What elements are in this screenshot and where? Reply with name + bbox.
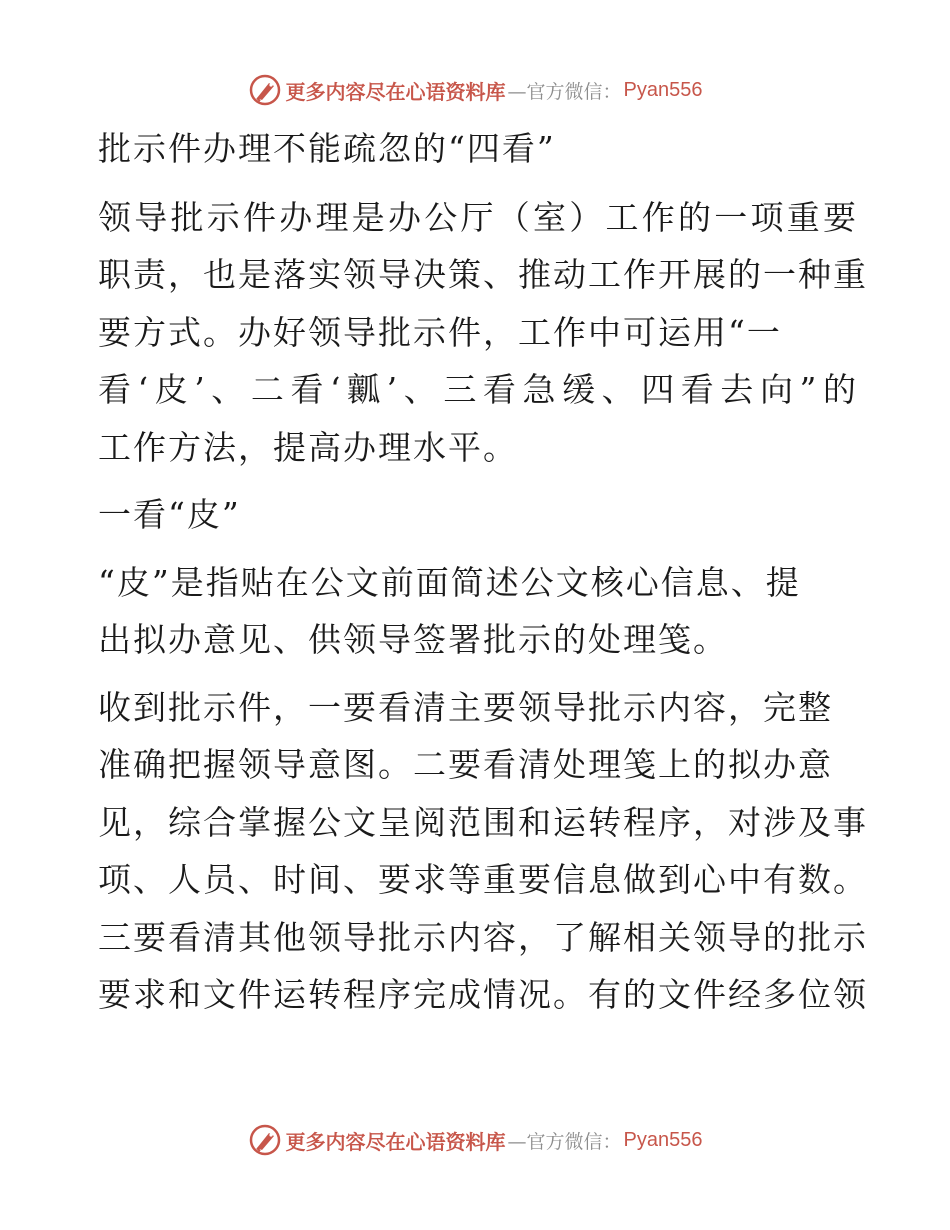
paragraph-1: [98, 189, 868, 477]
banner-main-text: 更多内容尽在心语资料库: [285, 79, 506, 104]
paragraph-2: [98, 554, 858, 669]
paragraph-line: 要求和文件运转程序完成情况。有的文件经多位领: [98, 975, 868, 1014]
paragraph-line: 准确把握领导意图。二要看清处理笺上的拟办意: [98, 745, 833, 784]
paragraph-line: 职责，也是落实领导决策、推动工作开展的一种重: [98, 255, 868, 294]
banner-dash-text: —官方微信：: [507, 1130, 622, 1153]
paragraph-3: [98, 679, 868, 1024]
paragraph-line: 要方式。办好领导批示件，工作中可运用“一: [98, 312, 782, 352]
pen-nib-logo-icon: [248, 1123, 282, 1157]
footer-banner: [0, 1120, 950, 1160]
paragraph-line: 工作方法，提高办理水平。: [98, 427, 518, 467]
document-body: [98, 120, 868, 1024]
banner-dash-text: —官方微信：: [507, 80, 622, 103]
paragraph-line: 项、人员、时间、要求等重要信息做到心中有数。: [98, 860, 868, 899]
paragraph-line: “皮”是指贴在公文前面简述公文核心信息、提: [98, 562, 801, 602]
paragraph-line: 看‘皮’、二看‘瓤’、三看急缓、四看去向”的: [98, 370, 858, 409]
banner-main-text: 更多内容尽在心语资料库: [285, 1129, 506, 1154]
banner-wechat-id: Pyan556: [623, 1128, 703, 1151]
document-title: 批示件办理不能疏忽的“四看”: [98, 129, 556, 168]
section-heading: 一看“皮”: [98, 495, 241, 534]
header-banner: [0, 70, 950, 110]
paragraph-line: 出拟办意见、供领导签署批示的处理笺。: [98, 620, 728, 659]
paragraph-line: 领导批示件办理是办公厅（室）工作的一项重要: [98, 197, 858, 237]
banner-wechat-id: Pyan556: [623, 78, 703, 101]
paragraph-line: 收到批示件，一要看清主要领导批示内容，完整: [98, 687, 833, 727]
pen-nib-logo-icon: [248, 73, 282, 107]
paragraph-line: 三要看清其他领导批示内容，了解相关领导的批示: [98, 917, 868, 957]
paragraph-line: 见，综合掌握公文呈阅范围和运转程序，对涉及事: [98, 802, 868, 842]
